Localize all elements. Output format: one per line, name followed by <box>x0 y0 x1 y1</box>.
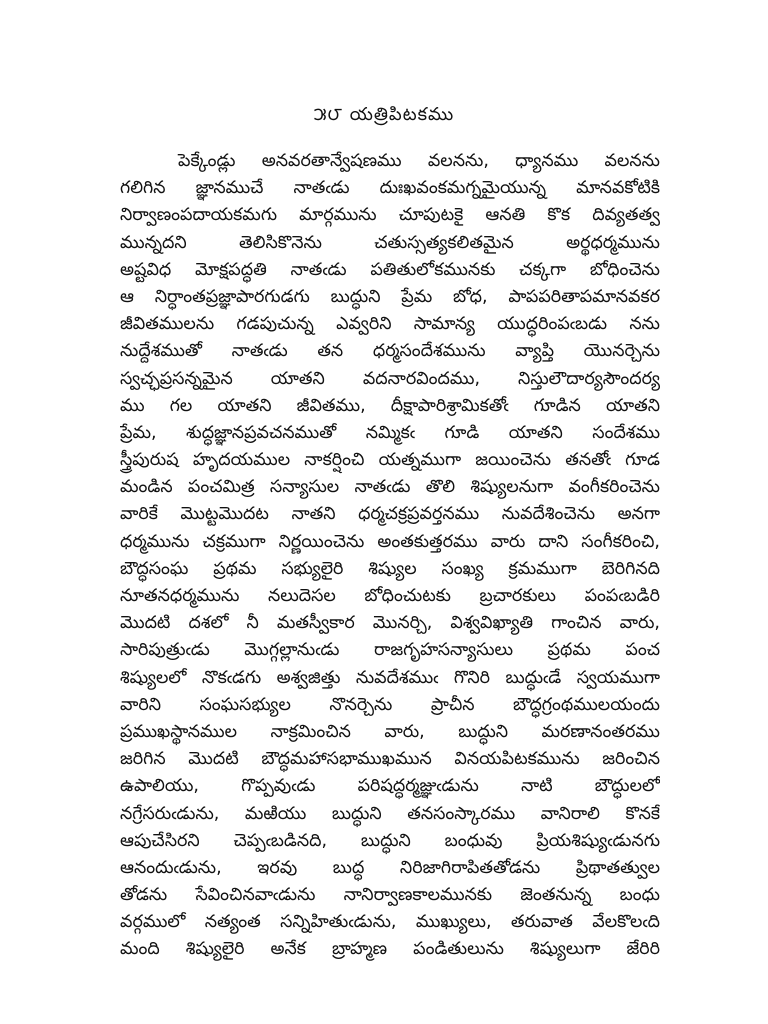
text-line: శిష్యులలో నొకఁడగు అశ్వజిత్తు నువదేశముఁ గొనిరి బుద్ధుఁడే స్వయముగా <box>120 667 660 688</box>
text-line: ఆపుచేసిరని చెప్పఁబడినది, బుద్ధుని బంధువు ప్రియశిష్యుఁడునగు <box>120 830 660 851</box>
text-line: ప్రేమ, శుద్ధజ్ఞానప్రవచనముతో నమ్మికఁ గూడి యాతని సందేశము <box>120 422 660 443</box>
text-line: నూతనధర్మమును నలుదెసల బోధించుటకు బ్రచారకులు పంపఁబడిరి <box>120 586 660 606</box>
text-line: ప్రముఖస్థానముల నాక్రమించిన వారు, బుద్ధుని మరణానంతరము <box>120 721 660 742</box>
body-text <box>120 148 660 964</box>
text-line: తోడను సేవించినవాఁడును నానిర్వాణకాలమునకు జెంతనున్న బంధు <box>120 885 660 906</box>
text-line: మంది శిష్యులైరి అనేక బ్రాహ్మణ పండితులును శిష్యులుగా జేరిరి <box>120 939 660 960</box>
text-line: పెక్కేండ్లు అనవరతాన్వేషణము వలనను, ధ్యానము వలనను <box>178 151 660 171</box>
text-line: ము గల యాతని జీవితము, దీక్షాపారిశ్రామికతోఁ గూడిన యాతని <box>120 395 660 416</box>
text-line: ఆనందుఁడును, ఇరవు బుద్ధ నిరిజాగిరాపితతోడను ప్రిథాతత్వుల <box>120 857 660 878</box>
text-line: వర్గములో నత్యంత సన్నిహితుఁడును, ముఖ్యులు, తరువాత వేలకొలఁది <box>120 912 660 933</box>
text-line: నగ్రేసరుఁడును, మఱియు బుద్ధుని తనసంస్కారము వానిరాలి కొనకే <box>120 803 660 824</box>
text-line: సారిపుత్రుఁడు మొగ్గల్లానుఁడు రాజగృహసన్యాసులు ప్రథమ పంచ <box>120 640 660 661</box>
text-line: నుద్దేశముతో నాతఁడు తన ధర్మసందేశమును వ్యాప్తి యొనర్చెను <box>120 341 660 362</box>
text-line: వారికే మొట్టమొదట నాతని ధర్మచక్రప్రవర్తనము నువదేశించెను అనగా <box>120 504 660 525</box>
text-line: మండిన పంచమిత్ర సన్యాసుల నాతఁడు తొలి శిష్యులనుగా వంగీకరించెను <box>120 477 660 498</box>
text-line: ఉపాలియు, గొప్పవుఁడు పరిషద్ధర్మజ్ఞుఁడును నాటి బౌద్ధులలో <box>120 776 660 797</box>
text-line: స్వచ్ఛప్రసన్నమైన యాతని వదనారవిందము, నిస్తులౌదార్యసౌందర్య <box>120 368 660 389</box>
text-line: జీవితములను గడపుచున్న ఎవ్వరిని సామాన్య యుద్ధరింపఁబడు నను <box>120 314 660 335</box>
text-line: ధర్మమును చక్రముగా నిర్ణయించెను అంతకుత్తరము వారు దాని సంగీకరించి, <box>120 531 660 552</box>
page-header: ౫౮ యత్రిపిటకము <box>313 104 455 125</box>
text-line: మున్నదని తెలిసికొనెను చతుస్సత్యకలితమైన అర్థధర్మమును <box>120 232 660 253</box>
text-line: బౌద్ధసంఘ ప్రథమ సభ్యులైరి శిష్యుల సంఖ్య క్రమముగా బెరిగినది <box>120 558 660 579</box>
text-line: స్త్రీపురుష హృదయముల నాకర్షించి యత్నముగా జయించెను తనతోఁ గూడ <box>120 450 660 471</box>
text-line: గలిగిన జ్ఞానముచే నాతఁడు దుఃఖవంకమగ్నమైయున్న మానవకోటికి <box>120 178 660 199</box>
text-line: నిర్వాణంపదాయకమగు మార్గమును చూపుటకై ఆనతి కొక దివ్యతత్వ <box>120 205 660 226</box>
text-line: అష్టవిధ మోక్షపద్ధతి నాతఁడు పతితులోకమునకు చక్కగా బోధించెను <box>120 259 660 280</box>
text-line: జరిగిన మొదటి బౌద్ధమహాసభాముఖమున వినయపిటకమును జరించిన <box>120 749 660 770</box>
text-line: వారిని సంఘసభ్యుల నొనర్చెను ప్రాచీన బౌద్ధగ్రంథములయందు <box>120 694 660 715</box>
text-line: ఆ నిర్ధాంతప్రజ్ఞాపారగుడగు బుద్ధుని ప్రేమ బోధ, పాపపరితాపమానవకర <box>120 286 660 307</box>
text-line: మొదటి దశలో నీ మతస్వీకార మొనర్చి, విశ్వవిఖ్యాతి గాంచిన వారు, <box>120 613 660 634</box>
